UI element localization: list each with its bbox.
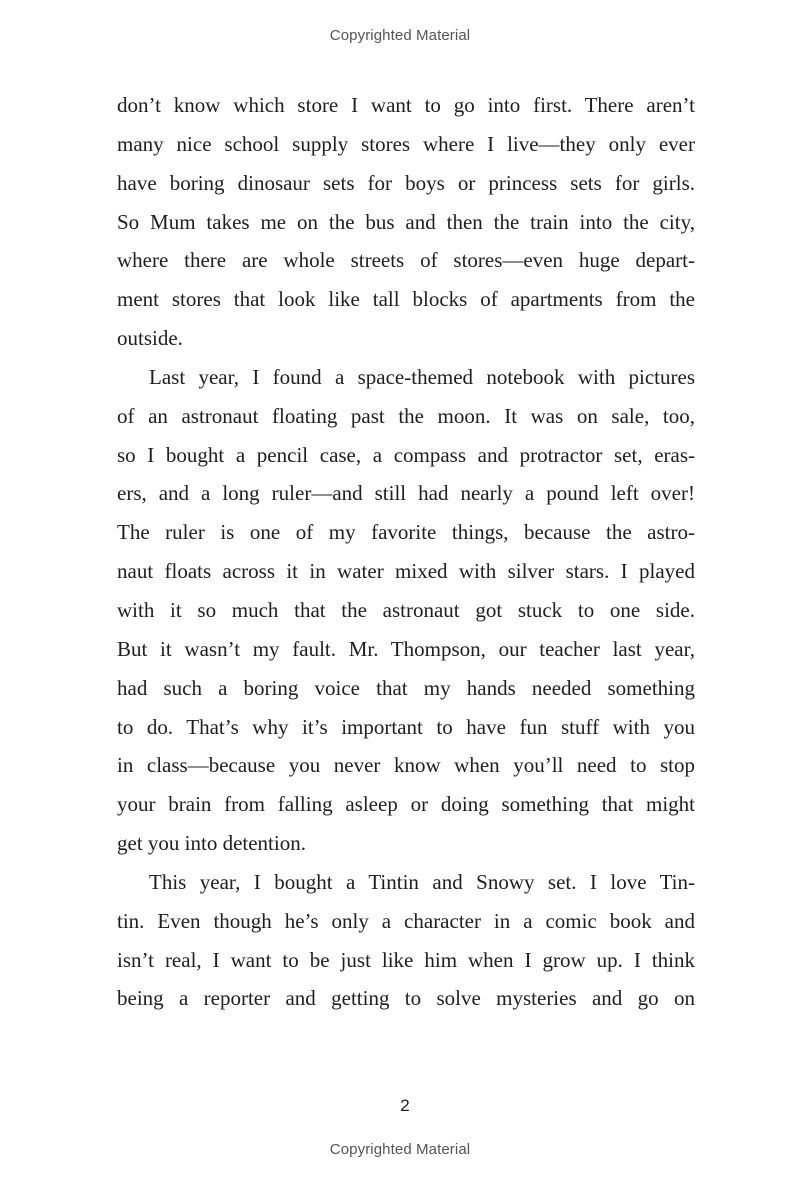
text-line: The ruler is one of my favorite things, because the astro- — [117, 520, 695, 545]
text-line: get you into detention. — [117, 831, 306, 856]
text-line: ment stores that look like tall blocks of apartments from the — [117, 287, 695, 312]
text-line: But it wasn’t my fault. Mr. Thompson, our teacher last year, — [117, 636, 695, 661]
text-line: of an astronaut floating past the moon. It was on sale, too, — [117, 403, 695, 428]
text-line: have boring dinosaur sets for boys or princess sets for girls. — [117, 170, 695, 195]
paragraph — [117, 863, 695, 1018]
text-line: had such a boring voice that my hands needed something — [117, 675, 695, 700]
text-line: many nice school supply stores where I live—they only ever — [117, 131, 695, 156]
paragraph — [117, 358, 695, 863]
paragraph — [117, 86, 695, 358]
text-line: outside. — [117, 326, 183, 351]
text-line: don’t know which store I want to go into first. There aren’t — [117, 93, 695, 117]
text-line: ers, and a long ruler—and still had nearly a pound left over! — [117, 481, 695, 506]
text-line: to do. That’s why it’s important to have fun stuff with you — [117, 714, 695, 739]
text-line: This year, I bought a Tintin and Snowy set. I love Tin- — [149, 869, 695, 894]
book-page-text — [117, 86, 695, 1018]
page-number: 2 — [400, 1096, 410, 1115]
text-line: Last year, I found a space-themed notebook with pictures — [149, 364, 695, 389]
text-line: in class—because you never know when you’ll need to stop — [117, 753, 695, 778]
text-line: your brain from falling asleep or doing something that might — [117, 792, 695, 817]
text-line: isn’t real, I want to be just like him when I grow up. I think — [117, 947, 695, 972]
text-line: so I bought a pencil case, a compass and protractor set, eras- — [117, 442, 695, 467]
text-line: being a reporter and getting to solve mysteries and go on — [117, 986, 695, 1011]
copyright-watermark-top: Copyrighted Material — [329, 27, 471, 44]
text-line: naut floats across it in water mixed with silver stars. I played — [117, 559, 695, 584]
text-line: So Mum takes me on the bus and then the train into the city, — [117, 209, 695, 234]
text-line: tin. Even though he’s only a character in a comic book and — [117, 908, 695, 933]
copyright-watermark-bottom: Copyrighted Material — [329, 1141, 471, 1158]
text-line: where there are whole streets of stores—even huge depart- — [117, 248, 695, 273]
text-line: with it so much that the astronaut got stuck to one side. — [117, 597, 695, 622]
